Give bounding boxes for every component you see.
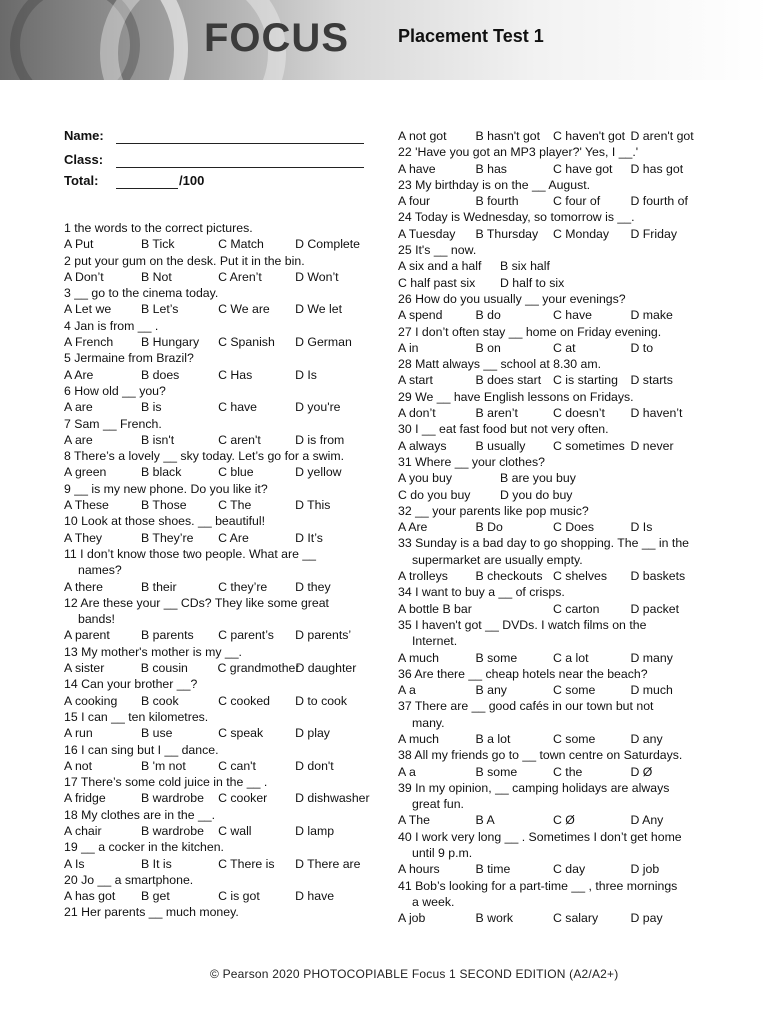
answer-option[interactable]: B some [475, 764, 518, 779]
answer-options [398, 682, 710, 698]
answer-option[interactable]: A not [64, 758, 93, 773]
answer-options [64, 269, 384, 285]
answer-option[interactable]: C a lot [553, 650, 589, 665]
answer-option[interactable]: A Don’t [64, 269, 104, 284]
answer-option[interactable]: D to cook [295, 693, 348, 708]
answer-option[interactable]: C grandmother [217, 661, 300, 676]
answer-option[interactable]: C cooked [218, 693, 271, 708]
answer-option[interactable]: C aren't [218, 432, 261, 447]
page-header [0, 0, 768, 80]
answer-option[interactable]: D Is [295, 367, 317, 382]
answer-option[interactable]: B A [475, 813, 495, 828]
answer-option[interactable]: C Does [553, 520, 595, 535]
answer-option[interactable]: A a [398, 683, 416, 698]
question-text: 13 My mother's mother is my __. [64, 644, 242, 659]
answer-option[interactable]: D German [295, 335, 352, 350]
answer-option[interactable]: C Are [218, 530, 249, 545]
answer-options [64, 790, 384, 806]
answer-options [398, 487, 710, 503]
answer-option[interactable]: C shelves [553, 569, 607, 584]
answer-option[interactable]: B usually [475, 438, 526, 453]
answer-option[interactable]: C Aren’t [218, 269, 262, 284]
answer-option[interactable]: C blue [218, 465, 254, 480]
answer-option[interactable]: B cook [141, 693, 179, 708]
answer-options [398, 910, 710, 926]
answer-option[interactable]: D half to six [500, 275, 565, 290]
answer-option[interactable]: D parents’ [295, 628, 352, 643]
answer-option[interactable]: A much [398, 650, 440, 665]
answer-option[interactable]: B does [141, 367, 180, 382]
answer-options [398, 258, 710, 274]
answer-options [64, 725, 384, 741]
question-text: 6 How old __ you? [64, 383, 166, 398]
answer-option[interactable]: A French [64, 335, 114, 350]
answer-option[interactable]: D Is [630, 520, 653, 535]
question-continuation: many. [412, 715, 445, 730]
answer-option[interactable]: A trolleys [398, 569, 448, 584]
question-continuation: supermarket are usually empty. [412, 552, 583, 567]
answer-options [398, 372, 710, 388]
answer-option[interactable]: A parent [64, 628, 110, 643]
answer-option[interactable]: D has got [630, 161, 684, 176]
answer-option[interactable]: C have [553, 308, 592, 323]
answer-option[interactable]: A always [398, 438, 447, 453]
answer-option[interactable]: D We let [295, 302, 343, 317]
answer-option[interactable]: D Friday [630, 226, 677, 241]
answer-option[interactable]: B work [475, 911, 514, 926]
question-text: 32 __ your parents like pop music? [398, 503, 589, 518]
answer-option[interactable]: D haven’t [630, 406, 683, 421]
answer-option[interactable]: B isn't [141, 432, 175, 447]
total-suffix: /100 [179, 173, 205, 188]
answer-option[interactable]: B does start [475, 373, 542, 388]
questions-right-column [398, 128, 710, 927]
answer-option[interactable]: D pay [630, 911, 663, 926]
answer-option[interactable]: A green [64, 465, 107, 480]
answer-option[interactable]: C cooker [218, 791, 268, 806]
answer-option[interactable]: D There are [295, 856, 361, 871]
answer-options [64, 660, 384, 676]
answer-option[interactable]: C the [553, 764, 583, 779]
name-row [64, 128, 116, 143]
answer-option[interactable]: A you buy [398, 471, 453, 486]
question-text: 15 I can __ ten kilometres. [64, 709, 209, 724]
answer-option[interactable]: C parent’s [218, 628, 274, 643]
answer-option[interactable]: A are [64, 400, 93, 415]
answer-option[interactable]: C wall [218, 823, 252, 838]
answer-option[interactable]: C Spanish [218, 335, 275, 350]
answer-option[interactable]: B some [475, 650, 518, 665]
answer-option[interactable]: D you're [295, 400, 341, 415]
answer-option[interactable]: D fourth of [630, 194, 688, 209]
answer-option[interactable]: D job [630, 862, 660, 877]
answer-option[interactable]: C some [553, 731, 596, 746]
answer-options [398, 128, 710, 144]
question-text: 17 There’s some cold juice in the __ . [64, 775, 268, 790]
answer-option[interactable]: A are [64, 432, 93, 447]
answer-option[interactable]: C have [218, 400, 258, 415]
answer-option[interactable]: B cousin [140, 661, 188, 676]
answer-option[interactable]: B on [475, 340, 501, 355]
answer-option[interactable]: B black [141, 465, 182, 480]
answer-options [398, 275, 710, 291]
answer-option[interactable]: C Has [218, 367, 253, 382]
answer-option[interactable]: D yellow [295, 465, 342, 480]
question-text: 27 I don’t often stay __ home on Friday evening. [398, 324, 662, 339]
question-text: 22 'Have you got an MP3 player?' Yes, I __.' [398, 145, 639, 160]
answer-option[interactable]: C carton [553, 601, 600, 616]
answer-option[interactable]: C Match [218, 237, 264, 252]
answer-option[interactable]: B get [141, 889, 170, 904]
question-text: 16 I can sing but I __ dance. [64, 742, 219, 757]
answer-options [398, 650, 710, 666]
question-text: 1 the words to the correct pictures. [64, 221, 253, 235]
answer-options [398, 861, 710, 877]
answer-options [398, 438, 710, 454]
answer-option[interactable]: A fridge [64, 791, 106, 806]
question-text: 36 Are there __ cheap hotels near the beach? [398, 666, 648, 681]
answer-options [398, 307, 710, 323]
answer-option[interactable]: A much [398, 731, 440, 746]
answer-options [398, 161, 710, 177]
answer-option[interactable]: C can't [218, 758, 256, 773]
focus-logo: FOCUS [204, 16, 349, 60]
question-text: 21 Her parents __ much money. [64, 905, 239, 920]
answer-option[interactable]: A don’t [398, 406, 436, 421]
name-label: Name: [64, 128, 104, 143]
question-text: 30 I __ eat fast food but not very often. [398, 422, 609, 437]
answer-options [64, 236, 384, 252]
answer-option[interactable]: B Those [141, 498, 187, 513]
answer-option[interactable]: C some [553, 683, 596, 698]
question-continuation: a week. [412, 894, 455, 909]
answer-option[interactable]: D packet [630, 601, 680, 616]
question-continuation: bands! [78, 612, 115, 627]
question-text: 11 I don’t know those two people. What are __ [64, 546, 317, 561]
answer-option[interactable]: B checkouts [475, 569, 543, 584]
answer-option[interactable]: A These [64, 498, 109, 513]
answer-options [64, 399, 384, 415]
answer-option[interactable]: B aren’t [475, 406, 518, 421]
answer-options [64, 464, 384, 480]
answer-option[interactable]: C There is [218, 856, 275, 871]
answer-option[interactable]: A have [398, 161, 436, 176]
class-field[interactable] [116, 152, 364, 168]
answer-option[interactable]: D make [630, 308, 673, 323]
answer-option[interactable]: D is from [295, 432, 345, 447]
question-text: 7 Sam __ French. [64, 416, 162, 431]
answer-option[interactable]: D starts [630, 373, 673, 388]
answer-option[interactable]: A Is [64, 856, 85, 871]
answer-options [64, 758, 384, 774]
answer-option[interactable]: C sometimes [553, 438, 625, 453]
answer-option[interactable]: D don't [295, 758, 334, 773]
answer-option[interactable]: B six half [500, 259, 550, 274]
answer-option[interactable]: C doesn’t [553, 406, 605, 421]
answer-option[interactable]: B Tick [141, 237, 175, 252]
answer-options [64, 367, 384, 383]
answer-option[interactable]: B wardrobe [141, 791, 204, 806]
answer-option[interactable]: B has [475, 161, 507, 176]
question-text: 28 Matt always __ school at 8.30 am. [398, 357, 602, 372]
answer-option[interactable]: A Put [64, 237, 94, 252]
answer-options [398, 764, 710, 780]
page-title: Placement Test 1 [398, 26, 544, 46]
question-text: 25 It's __ now. [398, 243, 477, 258]
question-text: 31 Where __ your clothes? [398, 454, 545, 469]
answer-options [398, 193, 710, 209]
answer-option[interactable]: B do [475, 308, 501, 323]
question-text: 41 Bob’s looking for a part-time __ , three mornings [398, 878, 678, 893]
question-text: 33 Sunday is a bad day to go shopping. The __ in the [398, 536, 690, 551]
question-text: 35 I haven't got __ DVDs. I watch films on the [398, 617, 647, 632]
answer-option[interactable]: A Are [398, 520, 428, 535]
question-text: 8 There’s a lovely __ sky today. Let’s go for a swim. [64, 449, 345, 464]
answer-option[interactable]: C Monday [553, 226, 610, 241]
answer-option[interactable]: B hasn't got [475, 129, 541, 143]
answer-options [64, 530, 384, 546]
answer-option[interactable]: B It is [141, 856, 172, 871]
answer-options [64, 432, 384, 448]
total-label: Total: [64, 173, 99, 188]
answer-option[interactable]: C they’re [218, 579, 268, 594]
answer-option[interactable]: A Tuesday [398, 226, 456, 241]
answer-option[interactable]: C at [553, 340, 576, 355]
answer-option[interactable]: A job [398, 911, 426, 926]
answer-option[interactable]: A chair [64, 823, 102, 838]
question-text: 40 I work very long __ . Sometimes I don’t get home [398, 829, 682, 844]
answer-options [398, 405, 710, 421]
answer-option[interactable]: D aren't got [630, 129, 694, 143]
answer-option[interactable]: B parents [141, 628, 194, 643]
answer-option[interactable]: A sister [64, 661, 105, 676]
answer-option[interactable]: D daughter [295, 661, 357, 676]
answer-option[interactable]: A not got [398, 129, 447, 143]
answer-option[interactable]: A run [64, 726, 93, 741]
answer-option[interactable]: B any [475, 683, 507, 698]
answer-option[interactable]: D much [630, 683, 673, 698]
class-row [64, 152, 116, 167]
question-text: 5 Jermaine from Brazil? [64, 351, 194, 366]
answer-options [64, 627, 384, 643]
answer-options [398, 568, 710, 584]
answer-option[interactable]: D to [630, 340, 654, 355]
question-text: 9 __ is my new phone. Do you like it? [64, 481, 268, 496]
answer-option[interactable]: D This [295, 498, 331, 513]
answer-option[interactable]: D lamp [295, 823, 335, 838]
answer-option[interactable]: B are you buy [500, 471, 576, 486]
answer-option[interactable]: D dishwasher [295, 791, 370, 806]
question-text: 38 All my friends go to __ town centre on Saturdays. [398, 748, 683, 763]
answer-option[interactable]: D Any [630, 813, 664, 828]
answer-option[interactable]: A six and a half [398, 259, 482, 274]
answer-option[interactable]: D Won’t [295, 269, 339, 284]
answer-option[interactable]: C day [553, 862, 586, 877]
answer-option[interactable]: A a [398, 764, 416, 779]
answer-options [64, 497, 384, 513]
answer-option[interactable]: A They [64, 530, 103, 545]
answer-option[interactable]: A hours [398, 862, 440, 877]
answer-option[interactable]: A Let we [64, 302, 112, 317]
answer-option[interactable]: B They’re [141, 530, 194, 545]
answer-option[interactable]: B fourth [475, 194, 519, 209]
answer-option[interactable]: C is starting [553, 373, 618, 388]
answer-options [64, 823, 384, 839]
question-text: 2 put your gum on the desk. Put it in the bin. [64, 253, 305, 268]
answer-option[interactable]: A there [64, 579, 103, 594]
answer-option[interactable]: A four [398, 194, 431, 209]
answer-option[interactable] [476, 601, 554, 617]
answer-option[interactable]: A The [398, 813, 430, 828]
question-continuation: until 9 p.m. [412, 846, 473, 861]
answer-option[interactable]: A Are [64, 367, 94, 382]
answer-option[interactable]: B wardrobe [141, 823, 204, 838]
name-field[interactable] [116, 128, 364, 144]
question-text: 26 How do you usually __ your evenings? [398, 291, 626, 306]
question-text: 34 I want to buy a __ of crisps. [398, 585, 565, 600]
answer-option[interactable]: C salary [553, 911, 599, 926]
total-field[interactable] [116, 173, 178, 189]
answer-options [398, 731, 710, 747]
question-continuation: names? [78, 563, 122, 578]
question-text: 18 My clothes are in the __. [64, 807, 216, 822]
answer-option[interactable]: D baskets [630, 569, 686, 584]
answer-option[interactable]: C The [218, 498, 252, 513]
answer-option[interactable]: C We are [218, 302, 270, 317]
answer-option[interactable]: C is got [218, 889, 260, 904]
answer-option[interactable]: C half past six [398, 275, 476, 290]
answer-option[interactable]: B Hungary [141, 335, 200, 350]
answer-option[interactable]: C haven't got [553, 129, 626, 143]
answer-options [64, 856, 384, 872]
answer-option[interactable]: D have [295, 889, 335, 904]
answer-option[interactable]: D play [295, 726, 330, 741]
question-continuation: great fun. [412, 797, 464, 812]
answer-option[interactable]: D never [630, 438, 674, 453]
answer-options [398, 340, 710, 356]
answer-option[interactable]: B use [141, 726, 173, 741]
answer-option[interactable]: A in [398, 340, 419, 355]
answer-option[interactable]: B time [475, 862, 511, 877]
class-label: Class: [64, 152, 104, 167]
answer-option[interactable]: B is [141, 400, 162, 415]
answer-options [398, 226, 710, 242]
answer-options [64, 693, 384, 709]
question-text: 37 There are __ good cafés in our town but not [398, 699, 654, 714]
answer-option[interactable]: A start [398, 373, 433, 388]
answer-option[interactable]: A spend [398, 308, 443, 323]
answer-option[interactable]: A cooking [64, 693, 118, 708]
answer-option[interactable]: D any [630, 731, 663, 746]
question-text: 3 __ go to the cinema today. [64, 286, 219, 301]
questions-left-column [64, 220, 384, 921]
question-text: 4 Jan is from __ . [64, 318, 159, 333]
answer-options [398, 601, 710, 617]
total-row [64, 173, 116, 188]
answer-option[interactable]: D Complete [295, 237, 361, 252]
question-text: 23 My birthday is on the __ August. [398, 177, 591, 192]
question-text: 10 Look at those shoes. __ beautiful! [64, 514, 265, 529]
question-text: 29 We __ have English lessons on Fridays. [398, 389, 634, 404]
answer-options [64, 301, 384, 317]
answer-option[interactable]: B their [141, 579, 177, 594]
answer-option[interactable]: C speak [218, 726, 264, 741]
answer-option[interactable]: B Do [475, 520, 503, 535]
answer-option[interactable]: D you do buy [500, 487, 573, 502]
question-continuation: Internet. [412, 634, 458, 649]
answer-options [64, 579, 384, 595]
answer-option[interactable]: D It’s [295, 530, 323, 545]
answer-option[interactable]: D many [630, 650, 673, 665]
answer-option[interactable]: B a lot [475, 731, 511, 746]
answer-options [398, 470, 710, 486]
question-text: 14 Can your brother __? [64, 677, 198, 692]
answer-option[interactable]: B Thursday [475, 226, 539, 241]
answer-option[interactable]: B 'm not [141, 758, 186, 773]
question-text: 39 In my opinion, __ camping holidays are always [398, 780, 670, 795]
answer-option[interactable]: C do you buy [398, 487, 471, 502]
question-text: 19 __ a cocker in the kitchen. [64, 840, 224, 855]
answer-options [398, 519, 710, 535]
answer-option[interactable]: C have got [553, 161, 613, 176]
answer-option[interactable]: A bottle B bar [398, 601, 472, 616]
answer-option[interactable]: C four of [553, 194, 601, 209]
answer-option[interactable]: A has got [64, 889, 116, 904]
answer-option[interactable]: C Ø [553, 813, 575, 828]
answer-option[interactable]: B Let’s [141, 302, 179, 317]
answer-options [398, 812, 710, 828]
answer-option[interactable]: D they [295, 579, 331, 594]
footer-copyright: © Pearson 2020 PHOTOCOPIABLE Focus 1 SECOND EDITION (A2/A2+) [210, 967, 619, 981]
question-text: 12 Are these your __ CDs? They like some great [64, 595, 329, 610]
answer-options [64, 888, 384, 904]
answer-options [64, 334, 384, 350]
answer-option[interactable]: D Ø [630, 764, 653, 779]
answer-option[interactable]: B Not [141, 269, 172, 284]
question-text: 20 Jo __ a smartphone. [64, 872, 194, 887]
question-text: 24 Today is Wednesday, so tomorrow is __. [398, 210, 635, 225]
